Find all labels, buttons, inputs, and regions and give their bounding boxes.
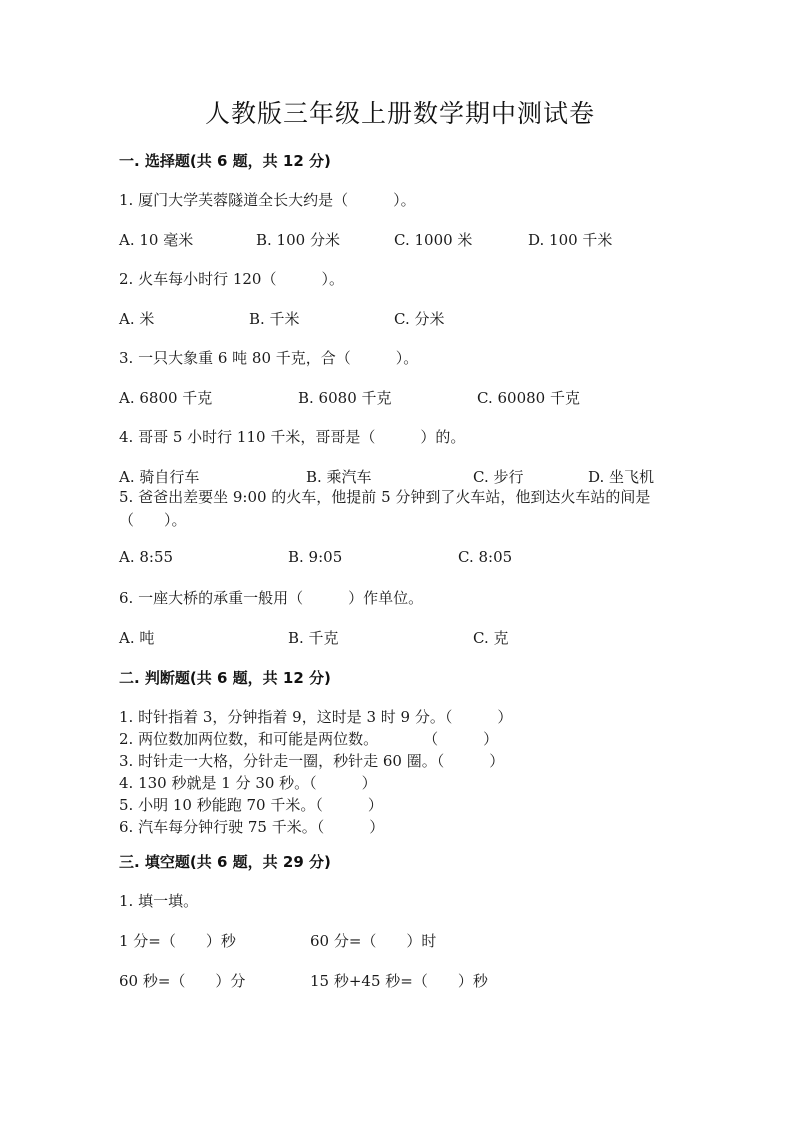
section-heading-judge: 二. 判断题(共 6 题，共 12 分) (119, 669, 331, 687)
judge-item-3: 3. 时针走一大格，分针走一圈，秒针走 60 圈。（ ） (119, 752, 505, 770)
judge-item-1: 1. 时针指着 3，分钟指着 9，这时是 3 时 9 分。（ ） (119, 708, 513, 726)
fill-blank-4: 15 秒+45 秒=（ ）秒 (310, 972, 488, 990)
fill-blank-2: 60 分=（ ）时 (310, 932, 437, 950)
q4-option-d: D. 坐飞机 (588, 468, 655, 486)
q5-option-b: B. 9:05 (288, 548, 343, 566)
q4-option-a: A. 骑自行车 (119, 468, 200, 486)
q6-option-b: B. 千克 (288, 629, 339, 647)
section-heading-choice: 一. 选择题(共 6 题，共 12 分) (119, 152, 331, 170)
judge-item-2: 2. 两位数加两位数，和可能是两位数。 （ ） (119, 730, 499, 748)
q5-option-a: A. 8:55 (119, 548, 174, 566)
fill-blank-3: 60 秒=（ ）分 (119, 972, 246, 990)
question-1: 1. 厦门大学芙蓉隧道全长大约是（ ）。 (119, 191, 416, 209)
q6-option-c: C. 克 (473, 629, 509, 647)
q2-option-c: C. 分米 (394, 310, 445, 328)
q1-option-d: D. 100 千米 (528, 231, 613, 249)
q3-option-a: A. 6800 千克 (119, 389, 213, 407)
q6-option-a: A. 吨 (119, 629, 155, 647)
page-title: 人教版三年级上册数学期中测试卷 (204, 99, 595, 128)
q5-option-c: C. 8:05 (458, 548, 513, 566)
q4-option-c: C. 步行 (473, 468, 524, 486)
question-3: 3. 一只大象重 6 吨 80 千克，合（ ）。 (119, 349, 419, 367)
question-5-cont: （ ）。 (119, 511, 187, 529)
judge-item-6: 6. 汽车每分钟行驶 75 千米。（ ） (119, 818, 385, 836)
q2-option-b: B. 千米 (249, 310, 300, 328)
judge-item-5: 5. 小明 10 秒能跑 70 千米。（ ） (119, 796, 383, 814)
question-4: 4. 哥哥 5 小时行 110 千米，哥哥是（ ）的。 (119, 428, 466, 446)
fill-intro: 1. 填一填。 (119, 892, 199, 910)
judge-item-4: 4. 130 秒就是 1 分 30 秒。（ ） (119, 774, 377, 792)
section-heading-fill: 三. 填空题(共 6 题，共 29 分) (119, 853, 331, 871)
question-6: 6. 一座大桥的承重一般用（ ）作单位。 (119, 589, 424, 607)
q2-option-a: A. 米 (119, 310, 155, 328)
question-5: 5. 爸爸出差要坐 9:00 的火车，他提前 5 分钟到了火车站，他到达火车站的间是 (119, 488, 651, 506)
q1-option-a: A. 10 毫米 (119, 231, 194, 249)
q1-option-b: B. 100 分米 (256, 231, 340, 249)
q1-option-c: C. 1000 米 (394, 231, 473, 249)
question-2: 2. 火车每小时行 120（ ）。 (119, 270, 344, 288)
q3-option-b: B. 6080 千克 (298, 389, 392, 407)
fill-blank-1: 1 分=（ ）秒 (119, 932, 236, 950)
q4-option-b: B. 乘汽车 (306, 468, 372, 486)
q3-option-c: C. 60080 千克 (477, 389, 580, 407)
